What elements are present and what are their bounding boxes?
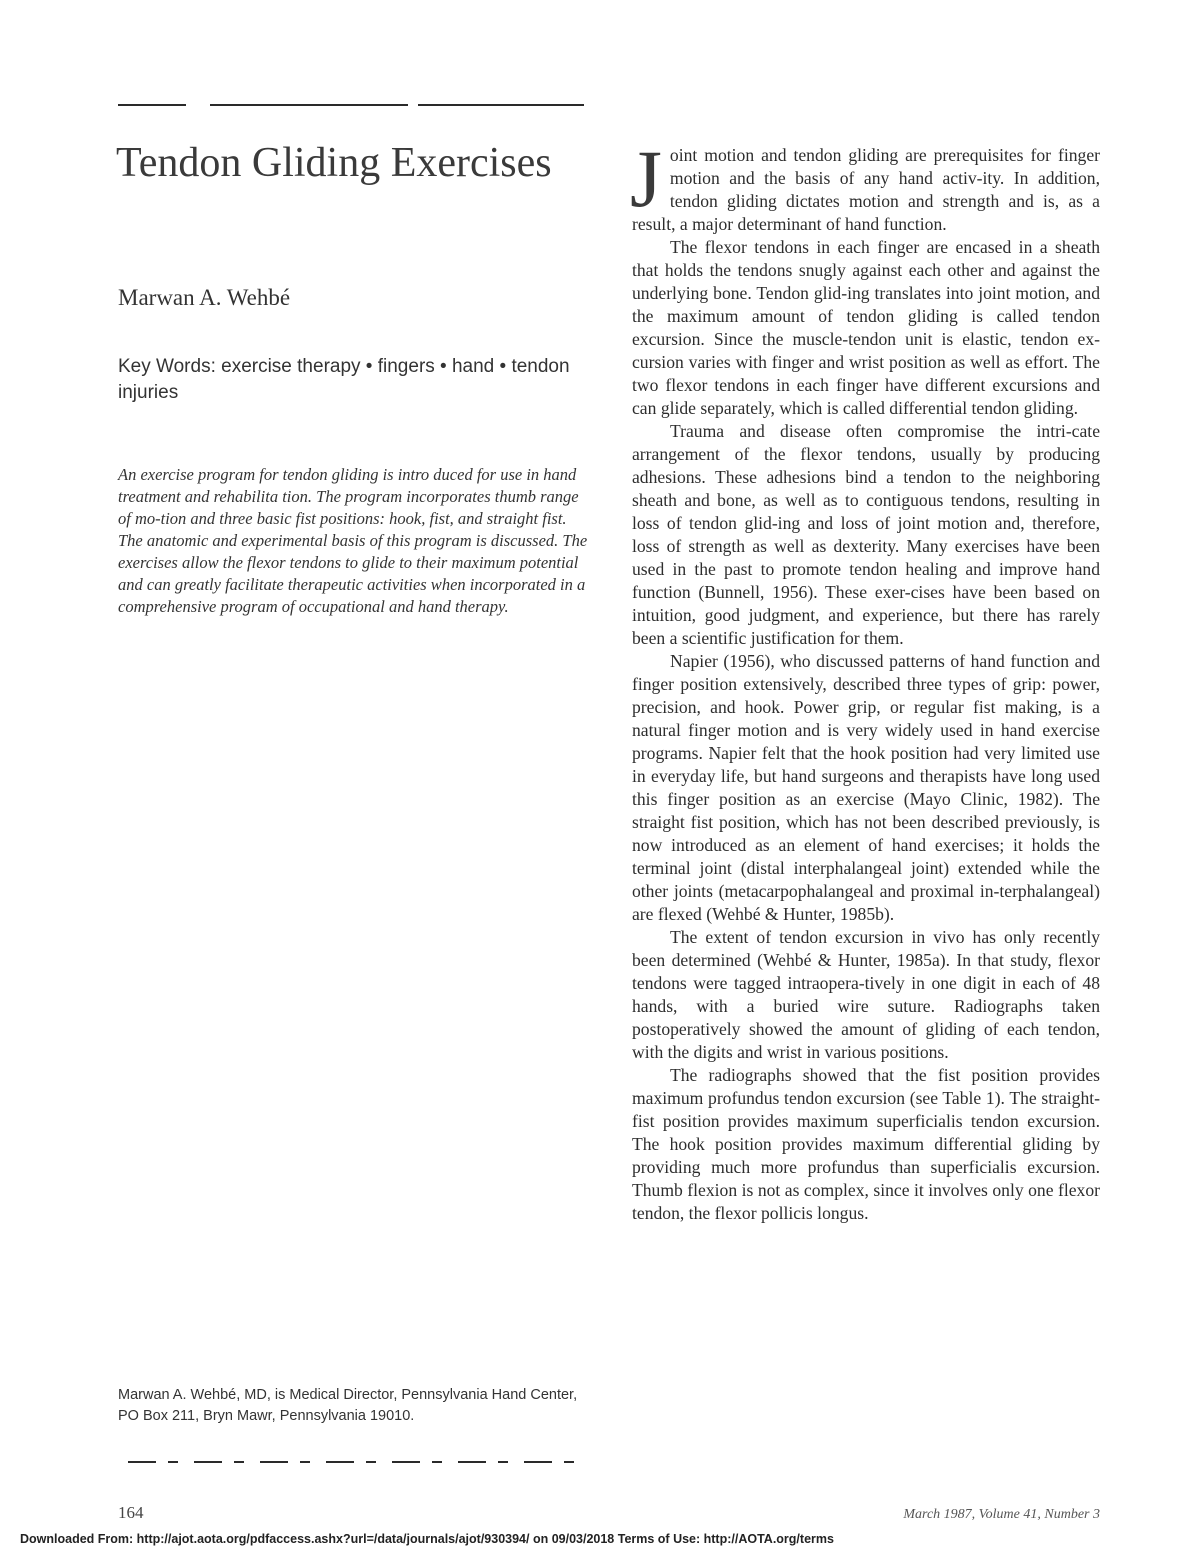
article-title: Tendon Gliding Exercises xyxy=(116,140,552,186)
body-paragraph-6: The radiographs showed that the fist position provides maximum profundus tendon excursion (see Table 1). The straight-fist position provides maximum superficialis tendon excursion. The hook position provides maximum differential gliding by providing much more profundus than superficialis excursion. Thumb flexion is not as complex, since it involves only one flexor tendon, the flexor pollicis longus. xyxy=(632,1065,1100,1223)
affiliation-rule xyxy=(128,1461,580,1463)
author-name: Marwan A. Wehbé xyxy=(118,285,291,310)
journal-citation: March 1987, Volume 41, Number 3 xyxy=(903,1507,1100,1522)
author-affiliation: Marwan A. Wehbé, MD, is Medical Director, Pennsylvania Hand Center, PO Box 211, Bryn Mawr, Pennsylvania 19010. xyxy=(118,1387,578,1424)
body-paragraph-4: Napier (1956), who discussed patterns of hand function and finger position extensively, described three types of grip: power, precision, and hook. Power grip, or regular fist making, is a natural finger motion and is very widely used in hand exercise programs. Napier felt that the hook position had very limited use in everyday life, but hand surgeons and therapists have long used this finger position as an exercise (Mayo Clinic, 1982). The straight fist position, which has not been described previously, is now introduced as an element of hand exercises; it holds the terminal joint (distal interphalangeal joint) extended while the other joints (metacarpophalangeal and proximal in-terphalangeal) are flexed (Wehbé & Hunter, 1985b). xyxy=(632,651,1100,924)
page-number: 164 xyxy=(118,1503,144,1522)
body-paragraph-1 xyxy=(630,133,1100,236)
download-notice: Downloaded From: http://ajot.aota.org/pdfaccess.ashx?url=/data/journals/ajot/930394/ on 09/03/2018 Terms of Use: http://AOTA.org/terms xyxy=(20,1532,834,1546)
body-paragraph-2: The flexor tendons in each finger are encased in a sheath that holds the tendons snugly against each other and against the underlying bone. Tendon glid-ing translates into joint motion, and the maximum amount of tendon gliding is called tendon excursion. Since the muscle-tendon unit is elastic, tendon ex-cursion varies with finger and wrist position as well as effort. The two flexor tendons in each finger have different excursions and can glide separately, which is called differential tendon gliding. xyxy=(632,237,1100,418)
body-column xyxy=(630,133,1100,1225)
body-paragraph-3: Trauma and disease often compromise the intri-cate arrangement of the flexor tendons, usually by producing adhesions. These adhesions bind a tendon to the neighboring sheath and bone, as well as to contiguous tendons, resulting in loss of tendon glid-ing and loss of joint motion and, therefore, loss of strength as well as dexterity. Many exercises have been used in the past to promote tendon healing and improve hand function (Bunnell, 1956). These exer-cises have been based on intuition, good judgment, and experience, but there has rarely been a scientific justification for them. xyxy=(632,421,1100,648)
drop-cap: J xyxy=(630,133,662,224)
header-rule xyxy=(118,104,584,106)
keywords: Key Words: exercise therapy • fingers • hand • tendon injuries xyxy=(118,356,570,403)
body-paragraph-1-text: oint motion and tendon gliding are prerequisites for finger motion and the basis of any hand activ-ity. In addition, tendon gliding dictates motion and strength and is, as a result, a major determinant of hand function. xyxy=(632,145,1100,234)
abstract: An exercise program for tendon gliding is intro duced for use in hand treatment and rehabilita tion. The program incorporates thumb range of mo-tion and three basic fist positions: hook, fist, and straight fist. The anatomic and experimental basis of this program is discussed. The exercises allow the flexor tendons to glide to their maximum potential and can greatly facilitate therapeutic activities when incorporated in a comprehensive program of occupational and hand therapy. xyxy=(118,465,588,616)
body-paragraph-5: The extent of tendon excursion in vivo has only recently been determined (Wehbé & Hunter, 1985a). In that study, flexor tendons were tagged intraopera-tively in one digit in each of 48 hands, with a buried wire suture. Radiographs taken postoperatively showed the amount of gliding of each tendon, with the digits and wrist in various positions. xyxy=(632,927,1100,1062)
